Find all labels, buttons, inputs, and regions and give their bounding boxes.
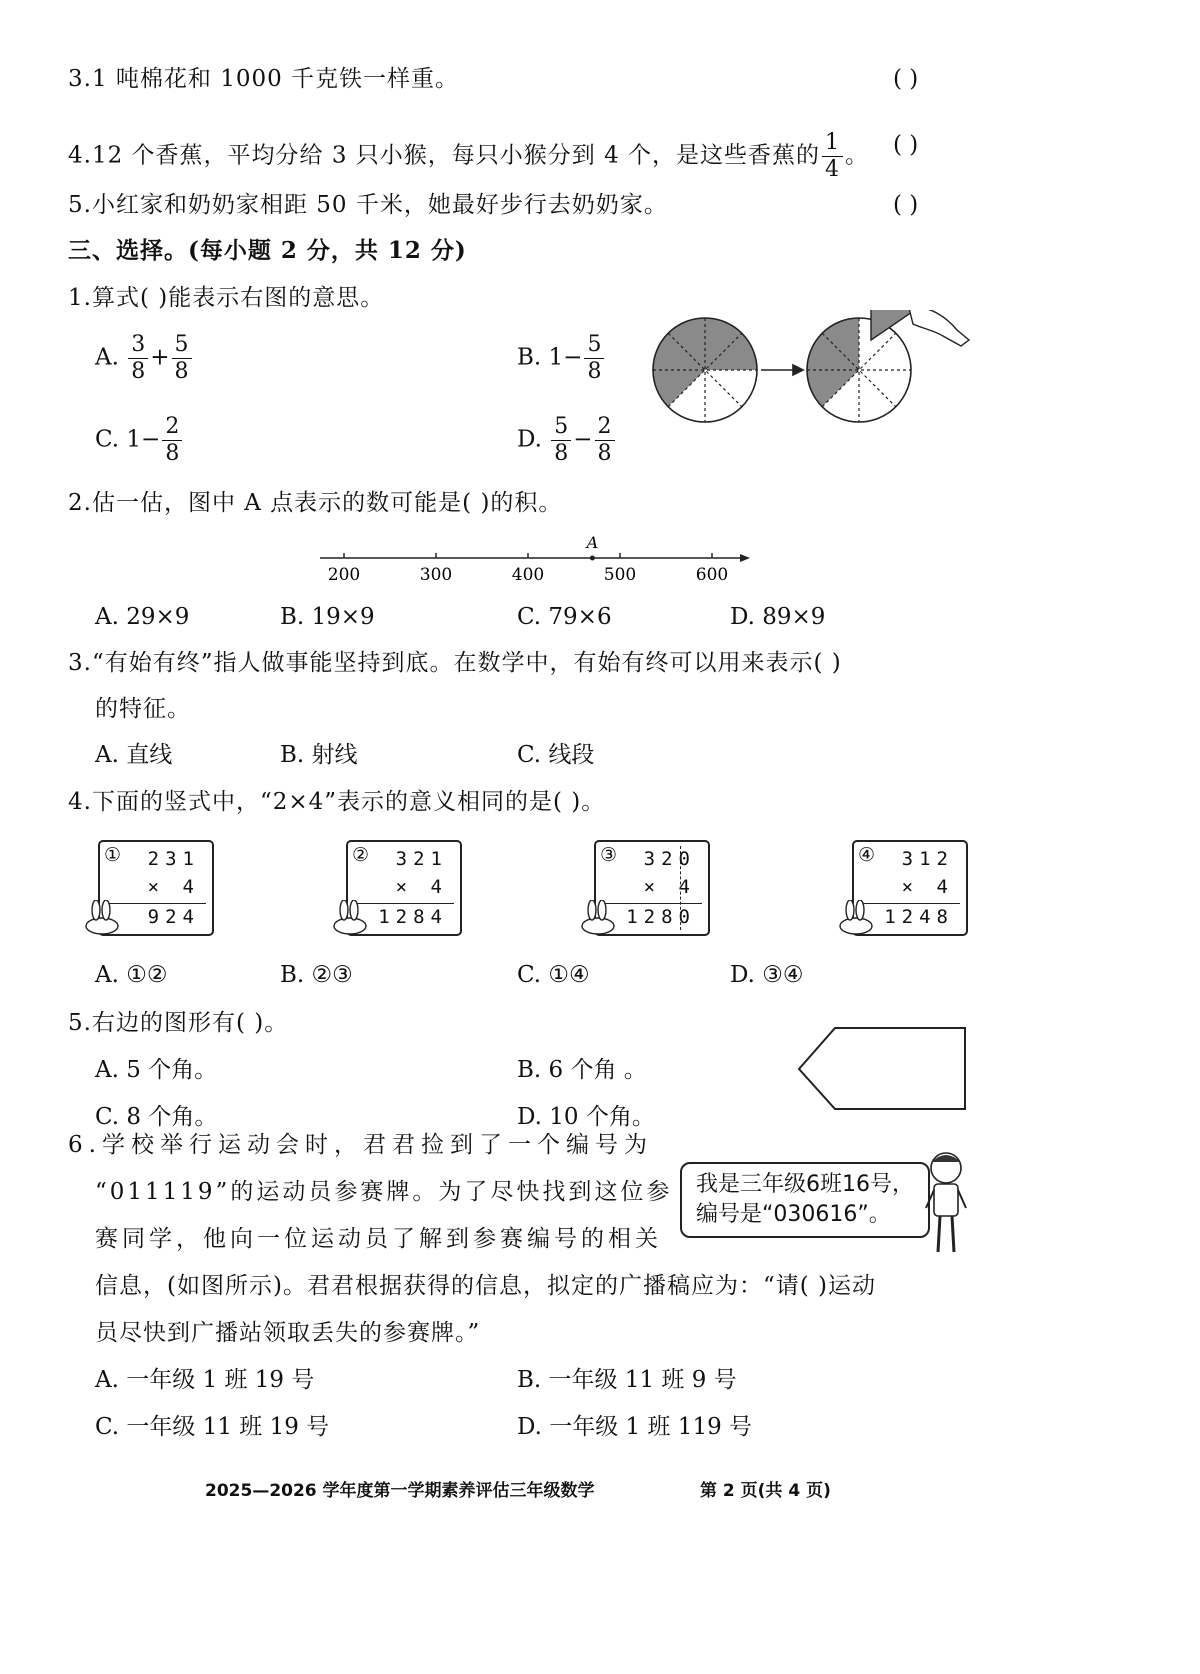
judge-item-4-text: 4.12 个香蕉，平均分给 3 只小猴，每只小猴分到 4 个，是这些香蕉的	[68, 142, 821, 169]
q4-option-d[interactable]: D. ③④	[730, 962, 804, 988]
section-title-choice: 三、选择。(每小题 2 分，共 12 分)	[68, 237, 467, 264]
q6-option-a[interactable]: A. 一年级 1 班 19 号	[95, 1367, 315, 1393]
q2-option-c[interactable]: C. 79×6	[517, 604, 612, 630]
rabbit-icon	[330, 900, 370, 936]
dashed-divider	[680, 846, 681, 930]
number-line-tick-label: 400	[511, 565, 545, 585]
q2-option-a[interactable]: A. 29×9	[95, 604, 190, 630]
q1-option-c[interactable]: C. 1− $\frac{2}{8}$	[95, 414, 184, 467]
q3-stem-line2: 的特征。	[95, 696, 191, 722]
circle-after	[807, 310, 969, 422]
number-line-tick-label: 200	[327, 565, 361, 585]
judge-item-5: 5.小红家和奶奶家相距 50 千米，她最好步行去奶奶家。	[68, 192, 668, 218]
q2-option-d[interactable]: D. 89×9	[730, 604, 826, 630]
q4-option-c[interactable]: C. ①④	[517, 962, 590, 988]
number-line-tick-label: 600	[695, 565, 729, 585]
q6-line1: 6.学校举行运动会时，君君捡到了一个编号为	[68, 1132, 653, 1158]
q5-stem: 5.右边的图形有( )。	[68, 1010, 289, 1036]
rabbit-icon	[578, 900, 618, 936]
bubble-line-2: 编号是“030616”。	[696, 1202, 891, 1227]
q1-option-d[interactable]: D. $\frac{5}{8}$ − $\frac{2}{8}$	[517, 414, 617, 467]
q2-stem: 2.估一估，图中 A 点表示的数可能是( )的积。	[68, 490, 563, 516]
point-a-label: A	[586, 533, 599, 552]
rabbit-icon	[836, 900, 876, 936]
vertical-calc-3: ③ 320 × 4 1280	[594, 840, 710, 936]
circle-before	[653, 318, 757, 422]
speech-bubble	[680, 1162, 930, 1238]
footer-title: 2025—2026 学年度第一学期素养评估三年级数学	[205, 1481, 595, 1501]
boy-athlete-icon	[920, 1148, 972, 1258]
bubble-line-1: 我是三年级6班16号，	[696, 1172, 914, 1197]
pentagon-shape	[795, 1025, 970, 1113]
q5-option-b[interactable]: B. 6 个角 。	[517, 1057, 647, 1083]
vertical-calc-1: ① 231 × 4 924	[98, 840, 214, 936]
q5-option-c[interactable]: C. 8 个角。	[95, 1104, 218, 1130]
number-line-tick-label: 300	[419, 565, 453, 585]
q3-option-b[interactable]: B. 射线	[280, 742, 358, 768]
hand-icon	[909, 310, 969, 346]
q6-line4: 信息，(如图所示)。君君根据获得的信息，拟定的广播稿应为：“请( )运动	[95, 1273, 876, 1299]
answer-paren-5[interactable]: ( )	[893, 192, 919, 218]
vertical-calc-4: ④ 312 × 4 1248	[852, 840, 968, 936]
number-line-arrow-icon	[740, 554, 750, 562]
q2-option-b[interactable]: B. 19×9	[280, 604, 375, 630]
q6-line3: 赛同学，他向一位运动员了解到参赛编号的相关	[95, 1226, 662, 1252]
q6-line5: 员尽快到广播站领取丢失的参赛牌。”	[95, 1320, 481, 1346]
vertical-calc-2: ② 321 × 4 1284	[346, 840, 462, 936]
footer-page: 第 2 页(共 4 页)	[700, 1481, 831, 1501]
q6-option-d[interactable]: D. 一年级 1 班 119 号	[517, 1414, 753, 1440]
q6-line2: “011119”的运动员参赛牌。为了尽快找到这位参	[95, 1179, 673, 1205]
q6-option-c[interactable]: C. 一年级 11 班 19 号	[95, 1414, 330, 1440]
fraction-one-quarter: $\frac{1}{4}$	[822, 130, 843, 183]
q1-stem: 1.算式( )能表示右图的意思。	[68, 285, 385, 311]
answer-paren-4[interactable]: ( )	[893, 132, 919, 158]
q4-option-b[interactable]: B. ②③	[280, 962, 353, 988]
fraction-circles-figure	[645, 310, 985, 440]
q4-stem: 4.下面的竖式中，“2×4”表示的意义相同的是( )。	[68, 789, 606, 815]
q3-option-a[interactable]: A. 直线	[95, 742, 173, 768]
q5-option-d[interactable]: D. 10 个角。	[517, 1104, 655, 1130]
rabbit-icon	[82, 900, 122, 936]
judge-item-4: 4.12 个香蕉，平均分给 3 只小猴，每只小猴分到 4 个，是这些香蕉的 $\frac{1}{4}$ 。	[68, 130, 870, 182]
q1-option-b[interactable]: B. 1− $\frac{5}{8}$	[517, 332, 606, 385]
number-line	[310, 530, 760, 590]
q4-option-a[interactable]: A. ①②	[95, 962, 168, 988]
arrow-icon	[761, 365, 803, 375]
q6-option-b[interactable]: B. 一年级 11 班 9 号	[517, 1367, 737, 1393]
q3-option-c[interactable]: C. 线段	[517, 742, 595, 768]
number-line-tick-label: 500	[603, 565, 637, 585]
point-a-marker	[590, 556, 595, 561]
judge-item-3: 3.1 吨棉花和 1000 千克铁一样重。	[68, 66, 460, 92]
q5-option-a[interactable]: A. 5 个角。	[95, 1057, 218, 1083]
q3-stem-line1: 3.“有始有终”指人做事能坚持到底。在数学中，有始有终可以用来表示( )	[68, 650, 842, 676]
answer-paren-3[interactable]: ( )	[893, 66, 919, 92]
q1-option-a[interactable]: A. $\frac{3}{8}$ + $\frac{5}{8}$	[95, 332, 194, 385]
